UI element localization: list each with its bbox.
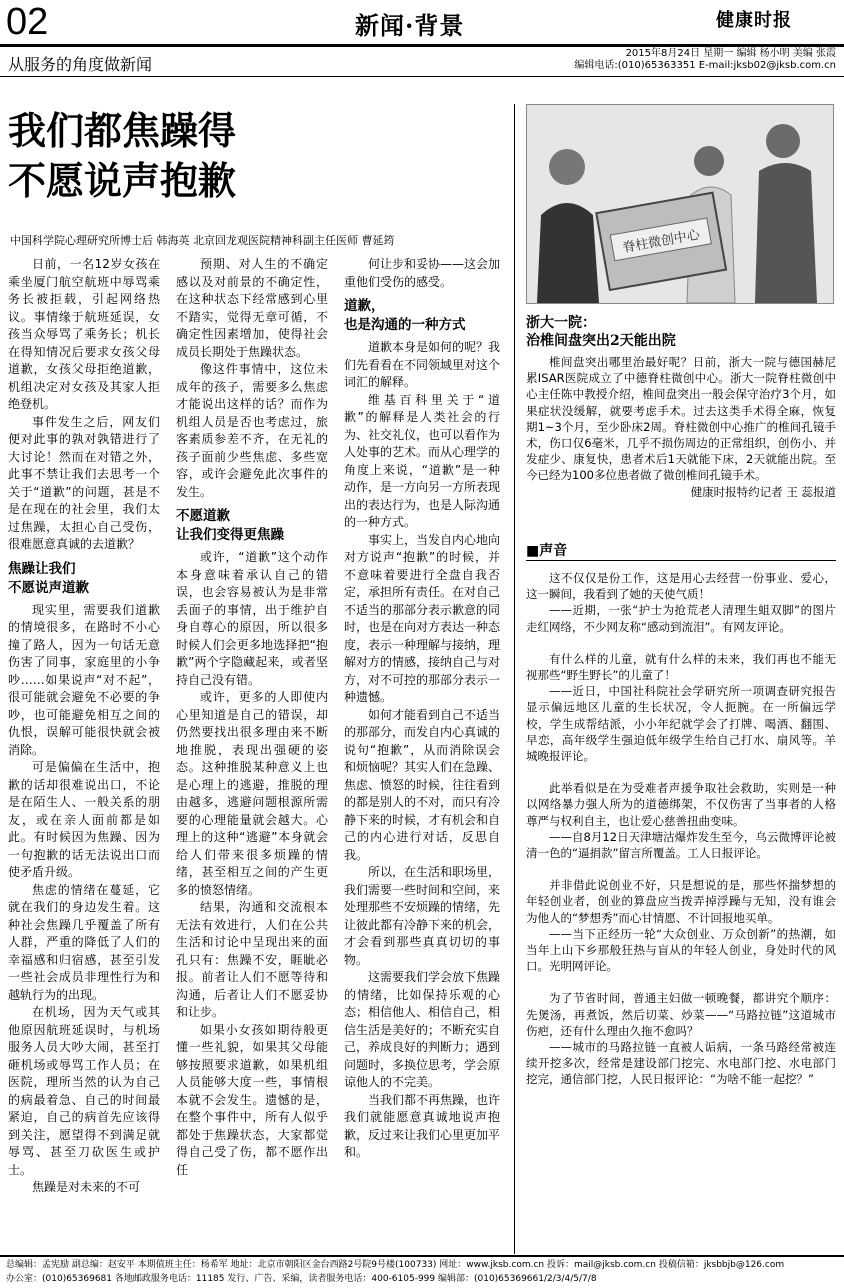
- footer-line-2: 办公室：(010)65369681 各地邮政服务电话：11185 发行、广告、采编，读者服务电话：400-6105-999 编辑部：(010)65369661/2/3/4/5/7/8: [6, 1274, 597, 1284]
- subheading: 焦躁让我们 不愿说声道歉: [8, 560, 89, 596]
- voice-quote: 为了节省时间，普通主妇做一顿晚餐，都讲究个顺序：先煲汤，再煮饭，然后切菜、炒菜——“马路拉链”这道城市伤疤，还有什么理由久拖不愈吗？: [526, 991, 836, 1038]
- article-column-1: [8, 256, 160, 1197]
- news-photo: [526, 104, 834, 304]
- side-story-signature: 健康时报特约记者 王 蕊报道: [690, 484, 836, 499]
- article-paragraph: 事实上，当发自内心地向对方说声“抱歉”的时候，并不意味着要进行全盘自我否定，承担所有责任。在对自己不适当的那部分表示歉意的同时，也是在向对方表达一种态度，表示一种理解与接纳，理解对方的情感，接纳自己与对方，对不可控的那部分表示一种遗憾。: [344, 532, 501, 704]
- side-story-kicker: 浙大一院：: [526, 315, 596, 331]
- masthead-rule: [0, 44, 844, 47]
- voices-rule: [526, 560, 836, 561]
- voices-list: [526, 570, 836, 1088]
- article-paragraph: 如何才能看到自己不适当的那部分，而发自内心真诚的说句“抱歉”，从而消除误会和烦恼呢？其实人们在急躁、焦虑、愤怒的时候，往往看到的都是别人的不对，而只有冷静下来的时候，才有机会和自己的内心进行对话，反思自我。: [344, 707, 501, 862]
- newspaper-logo: 健康时报: [716, 10, 792, 31]
- article-paragraph: 道歉本身是如何的呢？我们先看看在不同领域里对这个词汇的解释。: [344, 340, 501, 389]
- headline-line-1: 我们都焦躁得: [8, 108, 237, 153]
- article-paragraph: 当我们都不再焦躁，也许我们就能愿意真诚地说声抱歉，反过来让我们心里更加平和。: [344, 1092, 501, 1159]
- footer-line-1: 总编辑：孟宪励 副总编：赵安平 本期值班主任：杨希军 地址：北京市朝阳区金台西路2号院9号楼(100733) 网址：www.jksb.com.cn 投诉：mail@jksb.com.cn 投稿信箱：jksbbjb@126.com: [6, 1260, 785, 1270]
- slogan: 从服务的角度做新闻: [8, 55, 153, 74]
- voice-quote: 这不仅仅是份工作，这是用心去经营一份事业、爱心，这一瞬间，我看到了她的天使气质！: [526, 571, 836, 602]
- date-line: 2015年8月24日 星期一 编辑 杨小明 美编 张霞: [625, 48, 836, 59]
- article-paragraph: 可是偏偏在生活中，抱歉的话却很难说出口，不论是在陌生人、一般关系的朋友，或在亲人面前都是如此。有时候因为焦躁、因为一句抱歉的话无法说出口而使矛盾升级。: [8, 760, 160, 879]
- section-title: 新闻·背景: [355, 11, 465, 40]
- article-paragraph: 或许，“道歉”这个动作本身意味着承认自己的错误，也会容易被认为是非常丢面子的事情，出于维护自身自尊心的原因，所以很多时候人们会更多地选择把“抱歉”两个字隐藏起来，或者坚持自己没有错。: [176, 550, 328, 687]
- article-paragraph: 焦躁是对未来的不可: [32, 1180, 141, 1194]
- voice-quote: 此举看似是在为受难者声援争取社会救助，实则是一种以网络暴力强人所为的道德绑架，不仅伤害了当事者的人格尊严与权利自主，也让爱心慈善扭曲变味。: [526, 781, 836, 828]
- side-story-headline: [526, 314, 676, 350]
- article-paragraph: 在机场，因为天气或其他原因航班延误时，与机场服务人员大吵大闹，甚至打砸机场或辱骂工作人员；在医院，理所当然的认为自己的病最着急、自己的时间最紧迫，自己的病首先应该得到关注，愿望得不到满足就辱骂、甚至刀砍医生或护士。: [8, 1005, 160, 1177]
- plaque-text: 脊柱微创中心: [621, 227, 701, 257]
- contact-line: 编辑电话:(010)65363351 E-mail:jksb02@jksb.com.cn: [574, 60, 836, 71]
- article-paragraph: 如果小女孩如期待般更懂一些礼貌，如果其父母能够按照要求道歉，如果机组人员能够大度一些，事情根本就不会发生。遗憾的是，在整个事件中，所有人似乎都处于焦躁状态，大家都觉得自己受了伤，都不愿作出任: [176, 1022, 328, 1177]
- subheading: 道歉， 也是沟通的一种方式: [344, 298, 466, 333]
- voices-heading-text: 声音: [539, 543, 568, 559]
- article-paragraph: 或许，更多的人即使内心里知道是自己的错误，却仍然要找出很多理由来不断地推脱，表现出强硬的姿态。这种推脱某种意义上也是心理上的逃避，推脱的理由越多，逃避问题根源所需要的心理能量就会越大。心理上的这种“逃避”本身就会给人们带来很多烦躁的情绪，甚至相互之间的产生更多的愤怒情绪。: [176, 690, 328, 897]
- article-paragraph: 现实里，需要我们道歉的情境很多，在路时不小心撞了路人，因为一句话无意伤害了同事，家庭里的小争吵……如果说声“对不起”，很可能就会避免不必要的争吵，也可能避免相互之间的仇恨，误解可能很快就会被消除。: [8, 602, 160, 757]
- footer-rule: [0, 1255, 844, 1257]
- voice-source: ——自8月12日天津塘沽爆炸发生至今，乌云微博评论被清一色的“逼捐款”留言所覆盖。工人日报评论。: [526, 829, 836, 861]
- headline: [8, 106, 508, 206]
- voice-source: ——城市的马路拉链一直被人诟病，一条马路经常被连续开挖多次，经常是建设部门挖完、水电部门挖、水电部门挖完，通信部门挖，人民日报评论：“为啥不能一起挖？”: [526, 1040, 836, 1087]
- side-story-paragraph: 椎间盘突出哪里治最好呢？日前，浙大一院与德国赫尼累ISAR医院成立了中德脊柱微创中心。浙大一院脊柱微创中心主任陈中教授介绍，椎间盘突出一般会保守治疗3个月，如果症状没缓解，就要考虑手术。过去这类手术得全麻，恢复期1~3个月，至少卧床2周。脊柱微创中心推广的椎间孔镜手术，伤口仅6毫米，几乎不损伤周边的正常组织，创伤小、并发症少、康复快，患者术后1天就能下床，2天就能出院。至今已经为100多位患者做了微创椎间孔镜手术。: [526, 355, 836, 483]
- article-paragraph: 像这件事情中，这位未成年的孩子，需要多么焦虑才能说出这样的话？而作为机组人员是否也考虑过，旅客素质参差不齐，在无礼的孩子面前少些焦虑、多些宽容，或许会避免此次事件的发生。: [176, 362, 328, 499]
- column-divider: [514, 104, 515, 1254]
- article-column-2: [176, 256, 328, 1179]
- article-paragraph: 这需要我们学会放下焦躁的情绪，比如保持乐观的心态；相信他人、相信自己，相信生活是美好的；不断充实自己，养成良好的判断力；遇到问题时，多换位思考，学会原谅他人的不完美。: [344, 970, 501, 1089]
- article-paragraph: 何让步和妥协——这会加重他们受伤的感受。: [344, 257, 501, 289]
- article-paragraph: 预期、对人生的不确定感以及对前景的不确定性，在这种状态下经常感到心里不踏实，觉得无章可循，不确定性因素增加，使得社会成员长期处于焦躁状态。: [176, 257, 328, 359]
- square-bullet-icon: ■: [526, 543, 540, 559]
- voice-source: ——近期，一张“护士为抢荒老人清理生蛆双脚”的图片走红网络，不少网友称“感动到流泪”。有网友评论。: [526, 603, 836, 634]
- article-paragraph: 事件发生之后，网友们便对此事的孰对孰错进行了大讨论！然而在对错之外，此事不禁让我们去思考一个关于“道歉”的问题，甚是不是在现在的社会里，我们太过焦躁，太担心自己受伤，很难愿意真诚的去道歉？: [8, 414, 160, 551]
- header-divider: [0, 76, 844, 77]
- article-paragraph: 维基百科里关于“道歉”的解释是人类社会的行为、社交礼仪，也可以看作为人处事的艺术。而从心理学的角度上来说，“道歉”是一种动作，是一方向另一方所表现出的表达行为，也是人际沟通的一种方式。: [344, 392, 501, 529]
- article-paragraph: 所以，在生活和职场里，我们需要一些时间和空间，来处理那些不安烦躁的情绪，先让彼此都有冷静下来的机会，才会看到那些真真切切的事物。: [344, 865, 501, 967]
- page-number: 02: [6, 1, 49, 43]
- headline-line-2: 不愿说声抱歉: [8, 158, 237, 203]
- edition-meta: [574, 48, 836, 72]
- voice-source: ——当下正经历一轮“大众创业、万众创新”的热潮，如当年上山下乡那般狂热与盲从的年轻人创业，身处时代的风口。光明网评论。: [526, 926, 836, 974]
- article-paragraph: 焦虑的情绪在蔓延，它就在我们的身边发生着。这种社会焦躁几乎覆盖了所有人群，严重的降低了人们的幸福感和归宿感，甚至引发一些社会成员非理性行为和越轨行为的出现。: [8, 882, 160, 1002]
- voice-quote: 有什么样的儿童，就有什么样的未来，我们再也不能无视那些“野生野长”的儿童了！: [526, 651, 836, 683]
- article-paragraph: 结果，沟通和交流根本无法有效进行，人们在公共生活和讨论中呈现出来的面孔只有：焦躁不安，睚眦必报。前者让人们不愿等待和沟通，后者让人们不愿妥协和让步。: [176, 900, 328, 1019]
- article-column-3: [344, 256, 500, 1162]
- photo-illustration: [527, 105, 833, 303]
- byline: 中国科学院心理研究所博士后 韩海英 北京回龙观医院精神科副主任医师 曹延筠: [10, 234, 395, 247]
- voices-heading: [526, 540, 567, 560]
- voice-quote: 并非借此说创业不好，只是想说的是，那些怀揣梦想的年轻创业者，创业的算盘应当拨弄掉浮躁与无知，没有谁会为他人的“梦想秀”而心甘情愿、不计回报地买单。: [526, 878, 836, 925]
- article-paragraph: 日前，一名12岁女孩在乘坐厦门航空航班中辱骂乘务长被拒载，引起网络热议。事情缘于航班延误，女孩当众辱骂了乘务长；机长在得知情况后要求女孩父母道歉，女孩父母拒绝道歉，机组决定对女孩及其家人拒绝登机。: [8, 257, 160, 411]
- side-story-body: [526, 354, 836, 500]
- side-story-title: 治椎间盘突出2天能出院: [526, 333, 676, 349]
- voice-source: ——近日，中国社科院社会学研究所一项调查研究报告显示偏远地区儿童的生长状况，令人扼腕。在一所偏远学校，学生成帮结派，小小年纪就学会了打牌、喝酒、翻围、早恋，高年级学生强迫低年级学生给自己打水、扇风等。羊城晚报评论。: [526, 684, 836, 764]
- subheading: 不愿道歉 让我们变得更焦躁: [176, 508, 284, 543]
